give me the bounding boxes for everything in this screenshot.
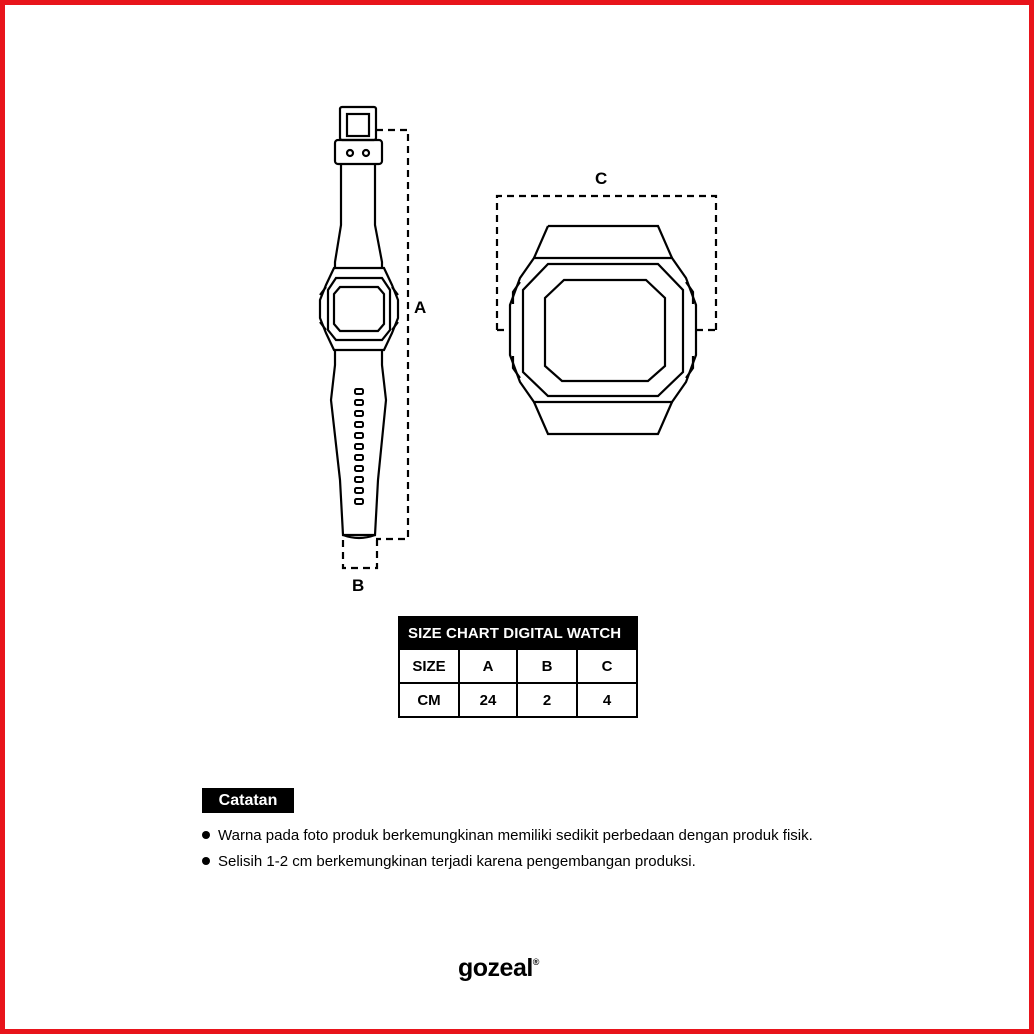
face-screen (545, 280, 665, 381)
dimension-a-label: A (414, 298, 427, 317)
table-header-cell: SIZE (399, 649, 459, 683)
list-item (200, 849, 813, 875)
face-left-buttons (513, 282, 520, 378)
face-lug-top (534, 226, 672, 258)
face-lug-bottom (534, 402, 672, 434)
strap-keeper (335, 140, 382, 164)
list-item (200, 823, 813, 849)
table-cell: 24 (459, 683, 517, 717)
table-cell: CM (399, 683, 459, 717)
table-row (399, 683, 637, 717)
buckle-inner (347, 114, 369, 136)
face-right-buttons (686, 282, 693, 378)
keeper-hole-left (347, 150, 353, 156)
table-cell: 2 (517, 683, 577, 717)
watch-face-view (510, 226, 696, 434)
table-row (399, 649, 637, 683)
dimension-b-label: B (352, 576, 365, 595)
watch-case (320, 268, 398, 350)
notes-title: Catatan (202, 788, 294, 813)
size-chart-title: SIZE CHART DIGITAL WATCH (399, 617, 637, 649)
table-header-cell: C (577, 649, 637, 683)
brand-name: gozeal (458, 954, 533, 982)
strap-holes (355, 389, 363, 504)
upper-strap (335, 164, 382, 268)
bullet-icon (202, 857, 210, 865)
table-cell: 4 (577, 683, 637, 717)
lower-strap (331, 350, 386, 535)
bullet-icon (202, 831, 210, 839)
watch-full-view (320, 107, 398, 538)
notes-list (200, 823, 813, 875)
brand-logo (458, 954, 539, 983)
face-bezel (523, 264, 683, 396)
note-text: Selisih 1-2 cm berkemungkinan terjadi karena pengembangan produksi. (218, 853, 696, 870)
registered-mark: ® (532, 957, 539, 967)
table-header-cell: A (459, 649, 517, 683)
table-header-cell: B (517, 649, 577, 683)
dimension-b-line (343, 540, 377, 568)
keeper-hole-right (363, 150, 369, 156)
dimension-c-label: C (595, 169, 608, 188)
note-text: Warna pada foto produk berkemungkinan memiliki sedikit perbedaan dengan produk fisik. (218, 827, 813, 844)
watch-screen (334, 287, 384, 331)
size-chart-table (398, 616, 638, 718)
